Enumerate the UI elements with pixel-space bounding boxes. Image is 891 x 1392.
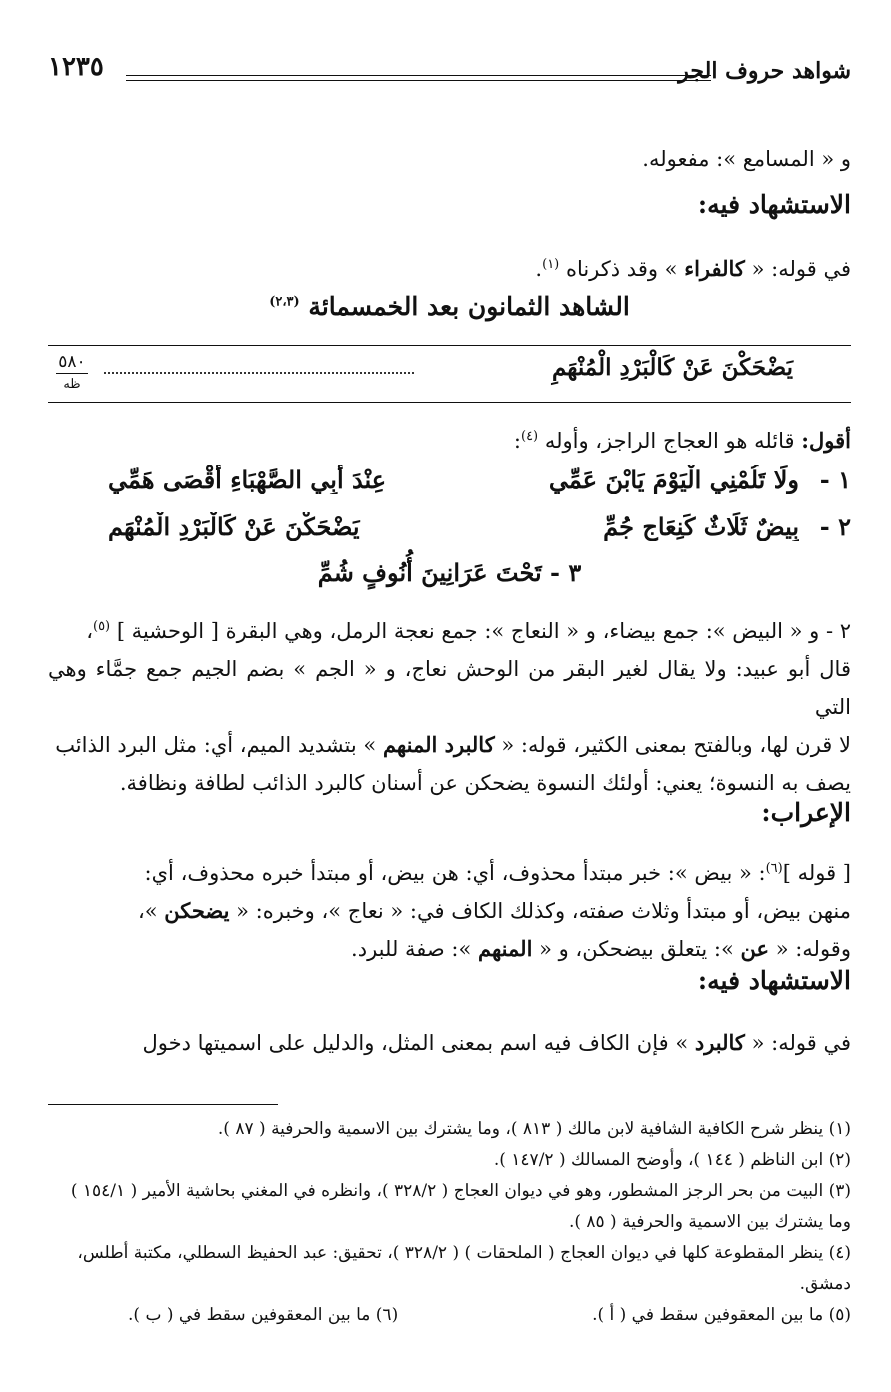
verse-single-line — [48, 558, 851, 587]
irab-paragraph — [48, 850, 851, 968]
sharh-line-3-bold: كالبرد المنهم — [382, 732, 495, 757]
intro-text: و « المسامع »: مفعوله. — [642, 147, 851, 171]
page-number: ١٢٣٥ — [48, 52, 104, 82]
irab-heading-text: الإعراب: — [761, 798, 851, 827]
footnote-ref-2-3: (٢،٣) — [269, 294, 300, 310]
irab-line-3-bold-1: عن — [740, 936, 770, 961]
irab-line-3-a: وقوله: « — [775, 937, 851, 961]
verse-first-hemistich: بِيضٌ ثَلَاثٌ كَنِعَاجٍ جُمِّ — [603, 512, 799, 541]
istishhad-2-a: في قوله: « — [751, 1031, 851, 1055]
sharh-line-2: قال أبو عبيد: ولا يقال لغير البقر من الوحش نعاج، و « الجم » بضم الجيم جمع جمَّاء وهي التي — [48, 657, 851, 719]
irab-line-1 — [48, 850, 851, 892]
irab-line-2-a: منهن بيض، أو مبتدأ وثلاث صفته، وكذلك الكاف في: « نعاج »، وخبره: « — [236, 899, 851, 923]
citation-number-block — [52, 352, 92, 395]
istishhad-heading-text: الاستشهاد فيه: — [697, 190, 851, 219]
irab-heading — [48, 798, 851, 827]
verse-row — [48, 558, 851, 602]
irab-line-3-bold-2: المنهم — [478, 936, 533, 961]
irab-line-3-b: »: يتعلق بيضحكن، و « — [539, 937, 734, 961]
istishhad-2-line — [48, 1024, 851, 1062]
verse-second-hemistich: عِنْدَ أَبِي الصَّهْبَاءِ أَقْصَى هَمِّي — [108, 465, 387, 494]
istishhad-word: كالفراء — [684, 256, 745, 281]
irab-line-2-bold: يضحكن — [164, 898, 230, 923]
irab-line-1-b: : « بيض »: خبر مبتدأ محذوف، أي: هن بيض، أو مبتدأ خبره محذوف، أي: — [144, 861, 766, 885]
header-title: شواهد حروف الجر — [678, 58, 851, 84]
intro-line — [48, 140, 851, 178]
irab-line-3 — [48, 930, 851, 968]
footnote-pair — [48, 1300, 851, 1331]
citation-number: ٥٨٠ — [58, 352, 86, 372]
footnote-2: (٢) ابن الناظم ( ١٤٤ )، وأوضح المسالك ( ١٤٧/٢ ). — [493, 1150, 851, 1170]
verse-number: ١ - — [819, 465, 851, 494]
sharh-line-4: يصف به النسوة؛ يعني: أولئك النسوة يضحكن عن أسنان كالبرد الذائب لطافة ونظافة. — [119, 771, 851, 795]
footnote-5: (٥) ما بين المعقوفين سقط في ( أ ). — [592, 1305, 851, 1325]
aqul-text: قائله هو العجاج الراجز، وأوله — [544, 429, 795, 453]
citation-dots — [104, 372, 414, 374]
sharh-line-3-a: لا قرن لها، وبالفتح بمعنى الكثير، قوله: « — [501, 733, 851, 757]
sharh-line-1-text: ٢ - و « البيض »: جمع بيضاء، و « النعاج »: جمع نعجة الرمل، وهي البقرة [ الوحشية ] — [116, 619, 851, 643]
aqul-line — [48, 418, 851, 460]
shahid-title-text: الشاهد الثمانون بعد الخمسمائة — [308, 292, 630, 321]
footnote-ref-6: (٦) — [765, 861, 783, 876]
sharh-line-1-end: ، — [86, 619, 93, 643]
istishhad-end: . — [535, 257, 543, 281]
irab-line-1-a: [ قوله ] — [782, 861, 851, 885]
footnote-3-cont: وما يشترك بين الاسمية والحرفية ( ٨٥ ). — [568, 1212, 851, 1232]
citation-verse: يَضْحَكْنَ عَنْ كَالْبَرْدِ الْمُنْهَمِ — [551, 354, 793, 381]
shahid-title — [48, 292, 851, 321]
verse-second-hemistich: يَضْحَكْنَ عَنْ كَالْبَرْدِ الْمُنْهَمِ — [108, 512, 360, 541]
footnote-3: (٣) البيت من بحر الرجز المشطور، وهو في ديوان العجاج ( ٣٢٨/٢ )، وانظره في المغني بحاشية الأمير ( ١٥٤/١ ) — [70, 1181, 851, 1201]
istishhad-2-b: » فإن الكاف فيه اسم بمعنى المثل، والدليل على اسميتها دخول — [142, 1031, 689, 1055]
citation-fraction-rule — [56, 373, 88, 374]
verse-number: ٣ - — [550, 558, 582, 587]
verse-row — [48, 465, 851, 509]
running-header — [48, 52, 851, 92]
istishhad-heading — [48, 190, 851, 219]
citation-abbr: ظه — [63, 377, 81, 392]
irab-line-2-b: »، — [137, 899, 158, 923]
footnote-ref-5: (٥) — [92, 619, 111, 634]
footnote-1: (١) ينظر شرح الكافية الشافية لابن مالك ( ٨١٣ )، وما يشترك بين الاسمية والحرفية ( ٨٧ ). — [217, 1119, 851, 1139]
footnote-ref-4: (٤) — [520, 429, 539, 444]
footnote-ref-1: (١) — [542, 257, 560, 272]
sharh-line-1 — [48, 608, 851, 650]
aqul-label: أقول: — [801, 428, 851, 453]
verse-row — [48, 512, 851, 556]
footnotes — [48, 1114, 851, 1331]
sharh-line-3-b: » بتشديد الميم، أي: مثل البرد الذائب — [55, 733, 377, 757]
footnote-4-cont: دمشق. — [799, 1274, 851, 1294]
verse-first-hemistich: تَحْتَ عَرَانِينَ أُنُوفٍ شُمِّ — [317, 558, 542, 587]
header-rule — [126, 75, 711, 81]
istishhad-line — [48, 246, 851, 288]
istishhad-suffix: » وقد ذكرناه — [565, 257, 678, 281]
footnote-rule — [48, 1104, 278, 1105]
footnote-6: (٦) ما بين المعقوفين سقط في ( ب ). — [128, 1305, 399, 1325]
irab-line-3-c: »: صفة للبرد. — [351, 937, 472, 961]
istishhad-2-heading — [48, 966, 851, 995]
istishhad-prefix: في قوله: « — [751, 257, 851, 281]
verse-number: ٢ - — [819, 512, 851, 541]
verse-first-hemistich: ولَا تَلُمْنِي الْيَوْمَ يَابْنَ عَمِّي — [548, 465, 799, 494]
aqul-end: : — [513, 429, 521, 453]
footnote-4: (٤) ينظر المقطوعة كلها في ديوان العجاج ( الملحقات ) ( ٣٢٨/٢ )، تحقيق: عبد الحفيظ السطلي، مكتبة أطلس، — [77, 1243, 851, 1263]
istishhad-2-heading-text: الاستشهاد فيه: — [697, 966, 851, 995]
istishhad-2-bold: كالبرد — [694, 1030, 745, 1055]
citation-box — [48, 345, 851, 403]
sharh-paragraph — [48, 608, 851, 802]
sharh-line-3 — [48, 726, 851, 764]
irab-line-2 — [48, 892, 851, 930]
